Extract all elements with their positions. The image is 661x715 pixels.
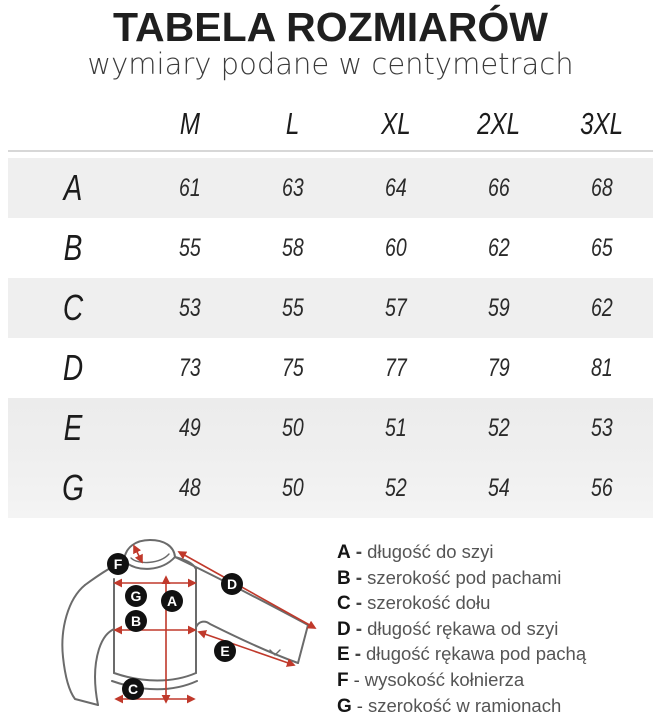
svg-text:G: G xyxy=(130,588,142,604)
measure-line-d xyxy=(179,552,315,628)
body-right-edge xyxy=(175,557,196,673)
legend-item-b xyxy=(337,566,657,592)
size-cell: 59 xyxy=(487,293,510,322)
size-cell: 62 xyxy=(590,293,613,322)
legend-separator: - xyxy=(355,567,363,589)
measurement-badges xyxy=(107,553,243,700)
size-cell: 81 xyxy=(590,353,613,382)
legend-description: długość rękawa pod pachą xyxy=(366,643,587,665)
row-label: D xyxy=(62,347,84,388)
measurement-badge-d xyxy=(221,573,243,595)
size-cell: 50 xyxy=(281,413,304,442)
svg-text:D: D xyxy=(226,576,238,592)
row-label: G xyxy=(62,467,84,508)
legend-letter: D xyxy=(337,618,351,640)
size-cell: 56 xyxy=(590,473,613,502)
column-header-3xl: 3XL xyxy=(579,106,624,141)
column-header-xl: XL xyxy=(380,106,411,141)
measure-line-f xyxy=(134,546,142,562)
legend-separator: - xyxy=(353,668,360,690)
column-header-2xl: 2XL xyxy=(476,106,521,141)
size-cell: 61 xyxy=(178,173,201,202)
legend-description: szerokość w ramionach xyxy=(367,694,562,715)
jacket-diagram xyxy=(58,533,338,713)
size-cell: 60 xyxy=(384,233,407,262)
size-cell: 48 xyxy=(178,473,201,502)
table-row-b xyxy=(8,218,653,278)
legend-item-a xyxy=(337,540,657,566)
legend-separator: - xyxy=(355,542,363,563)
page-header xyxy=(0,4,661,82)
size-cell: 55 xyxy=(281,293,304,322)
row-label: B xyxy=(63,227,83,268)
table-row-c xyxy=(8,278,653,338)
size-cell: 79 xyxy=(487,353,510,382)
right-sleeve-cuff xyxy=(298,625,308,663)
table-row-g xyxy=(8,458,653,518)
legend-item-c xyxy=(337,591,657,617)
legend-item-e xyxy=(337,642,657,668)
table-row-a xyxy=(8,158,653,218)
page-subtitle: wymiary podane w centymetrach xyxy=(87,47,574,82)
measure-line-e xyxy=(199,632,294,665)
size-cell: 66 xyxy=(487,173,510,202)
size-cell: 50 xyxy=(281,473,304,502)
size-cell: 51 xyxy=(384,413,407,442)
left-sleeve-inner xyxy=(95,629,114,705)
measurement-badge-f xyxy=(107,553,129,575)
legend-description: długość do szyi xyxy=(367,541,494,562)
svg-text:B: B xyxy=(130,613,142,629)
legend-description: długość rękawa od szyi xyxy=(367,617,559,639)
column-header-l: L xyxy=(285,106,300,141)
legend-separator: - xyxy=(355,618,363,640)
table-row-d xyxy=(8,338,653,398)
legend-item-f xyxy=(337,668,657,694)
size-cell: 57 xyxy=(384,293,407,322)
svg-text:A: A xyxy=(166,593,178,609)
legend-description: szerokość pod pachami xyxy=(367,566,562,588)
size-cell: 65 xyxy=(590,233,613,262)
size-cell: 52 xyxy=(384,473,407,502)
size-cell: 68 xyxy=(590,173,613,202)
legend-letter: C xyxy=(337,593,351,615)
left-sleeve-outer xyxy=(62,585,98,705)
size-table xyxy=(8,158,653,518)
size-cell: 49 xyxy=(178,413,201,442)
measurement-badge-b xyxy=(125,610,147,632)
right-sleeve-bottom xyxy=(196,622,298,663)
legend-separator: - xyxy=(356,694,363,715)
size-cell: 58 xyxy=(281,233,304,262)
legend-item-d xyxy=(337,617,657,643)
header-divider xyxy=(8,150,653,152)
svg-text:C: C xyxy=(127,681,139,697)
size-cell: 64 xyxy=(384,173,407,202)
measurement-badge-e xyxy=(214,640,236,662)
size-cell: 55 xyxy=(178,233,201,262)
size-cell: 62 xyxy=(487,233,510,262)
right-sleeve-top xyxy=(175,557,308,625)
legend-item-g xyxy=(337,694,657,715)
measurement-badge-c xyxy=(122,678,144,700)
size-table-header xyxy=(8,100,653,146)
legend-separator: - xyxy=(355,593,363,615)
svg-text:E: E xyxy=(220,643,230,659)
svg-text:F: F xyxy=(113,556,123,572)
legend-description: szerokość dołu xyxy=(367,592,491,614)
legend-letter: B xyxy=(337,567,351,589)
size-cell: 75 xyxy=(281,353,304,382)
page-title: TABELA ROZMIARÓW xyxy=(113,4,548,50)
row-label: C xyxy=(62,287,84,328)
column-header-m: M xyxy=(179,106,200,141)
size-cell: 77 xyxy=(384,353,407,382)
jacket-outline xyxy=(62,540,308,705)
size-cell: 63 xyxy=(281,173,304,202)
size-cell: 73 xyxy=(178,353,201,382)
size-cell: 54 xyxy=(487,473,510,502)
measurement-badge-a xyxy=(161,590,183,612)
hem-upper-curve xyxy=(114,673,196,681)
legend-letter: A xyxy=(337,542,351,563)
legend-letter: G xyxy=(337,695,352,715)
legend-separator: - xyxy=(354,644,362,666)
legend-letter: E xyxy=(337,644,350,666)
size-cell: 53 xyxy=(590,413,613,442)
size-cell: 53 xyxy=(178,293,201,322)
measurement-badge-g xyxy=(125,585,147,607)
row-label: E xyxy=(63,407,83,448)
legend-letter: F xyxy=(337,669,349,691)
legend-description: wysokość kołnierza xyxy=(364,668,525,690)
row-label: A xyxy=(63,167,83,208)
table-row-e xyxy=(8,398,653,458)
measurement-legend xyxy=(337,540,657,715)
collar-opening xyxy=(131,554,169,563)
size-cell: 52 xyxy=(487,413,510,442)
